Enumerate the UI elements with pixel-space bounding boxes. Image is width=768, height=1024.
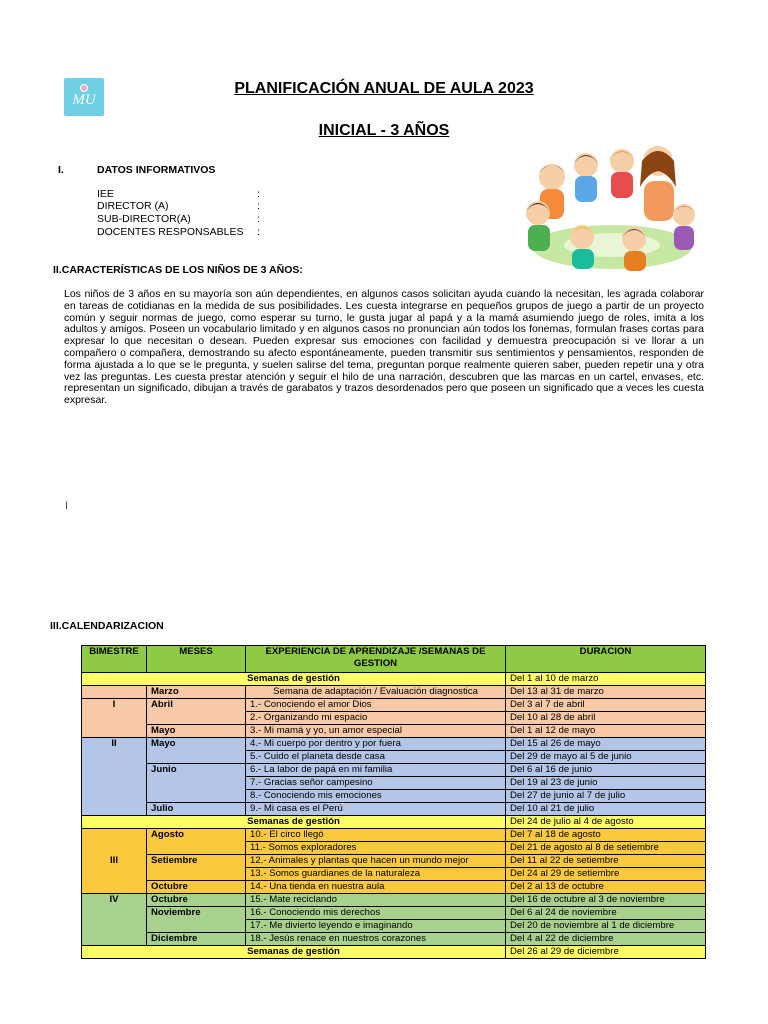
experience-cell: 7.- Gracias señor campesino (246, 777, 506, 790)
field-label-director: DIRECTOR (A) (97, 200, 169, 212)
text-cursor-mark: I (65, 500, 69, 512)
gestion-duration: Del 1 al 10 de marzo (506, 673, 706, 686)
header-bimestre: BIMESTRE (82, 646, 147, 673)
section1-number: I. (58, 164, 64, 176)
experience-cell: 16.- Conociendo mis derechos (246, 907, 506, 920)
gestion-label: Semanas de gestión (82, 673, 506, 686)
experience-cell: 2.- Organizando mi espacio (246, 712, 506, 725)
duration-cell: Del 7 al 18 de agosto (506, 829, 706, 842)
month-cell: Octubre (147, 894, 246, 907)
experience-cell: 5.- Cuido el planeta desde casa (246, 751, 506, 764)
experience-cell: 3.- Mi mamá y yo, un amor especial (246, 725, 506, 738)
month-cell: Mayo (147, 738, 246, 764)
duration-cell: Del 4 al 22 de diciembre (506, 933, 706, 946)
experience-cell: 4.- Mi cuerpo por dentro y por fuera (246, 738, 506, 751)
gestion-duration: Del 24 de julio al 4 de agosto (506, 816, 706, 829)
field-label-docentes: DOCENTES RESPONSABLES (97, 226, 244, 238)
duration-cell: Del 29 de mayo al 5 de junio (506, 751, 706, 764)
field-sep: : (257, 213, 260, 225)
table-header-row (82, 646, 706, 673)
experience-cell: 14.- Una tienda en nuestra aula (246, 881, 506, 894)
bimestre-cell (82, 686, 147, 699)
duration-cell: Del 27 de junio al 7 de julio (506, 790, 706, 803)
experience-cell: 17.- Me divierto leyendo e imaginando (246, 920, 506, 933)
experience-cell: 18.- Jesús renace en nuestros corazones (246, 933, 506, 946)
table-row (82, 894, 706, 907)
duration-cell: Del 16 de octubre al 3 de noviembre (506, 894, 706, 907)
month-cell: Julio (147, 803, 246, 816)
duration-cell: Del 21 de agosto al 8 de setiembre (506, 842, 706, 855)
duration-cell: Del 11 al 22 de setiembre (506, 855, 706, 868)
duration-cell: Del 6 al 24 de noviembre (506, 907, 706, 920)
duration-cell: Del 24 al 29 de setiembre (506, 868, 706, 881)
month-cell: Agosto (147, 829, 246, 855)
table-row (82, 946, 706, 959)
duration-cell: Del 20 de noviembre al 1 de diciembre (506, 920, 706, 933)
duration-cell: Del 10 al 28 de abril (506, 712, 706, 725)
month-cell: Noviembre (147, 907, 246, 933)
month-cell: Junio (147, 764, 246, 803)
month-cell: Setiembre (147, 855, 246, 881)
experience-cell: 15.- Mate reciclando (246, 894, 506, 907)
table-row (82, 803, 706, 816)
field-sep: : (257, 200, 260, 212)
table-row (82, 699, 706, 712)
duration-cell: Del 13 al 31 de marzo (506, 686, 706, 699)
bimestre-cell: IV (82, 894, 147, 946)
experience-cell: 8.- Conociendo mis emociones (246, 790, 506, 803)
duration-cell: Del 3 al 7 de abril (506, 699, 706, 712)
header-experiencia: EXPERIENCIA DE APRENDIZAJE /SEMANAS DE GESTION (246, 646, 506, 673)
experience-cell: 11.- Somos exploradores (246, 842, 506, 855)
table-row (82, 686, 706, 699)
logo-text: MU (72, 92, 96, 108)
gestion-label: Semanas de gestión (82, 946, 506, 959)
month-cell: Diciembre (147, 933, 246, 946)
gestion-duration: Del 26 al 29 de diciembre (506, 946, 706, 959)
duration-cell: Del 6 al 16 de junio (506, 764, 706, 777)
table-row (82, 764, 706, 777)
experience-cell: 12.- Animales y plantas que hacen un mundo mejor (246, 855, 506, 868)
table-row (82, 816, 706, 829)
field-label-subdirector: SUB-DIRECTOR(A) (97, 213, 191, 225)
page-subtitle: INICIAL - 3 AÑOS (318, 122, 450, 139)
table-row (82, 933, 706, 946)
field-label-iee: IEE (97, 188, 114, 200)
table-row (82, 855, 706, 868)
duration-cell: Del 15 al 26 de mayo (506, 738, 706, 751)
section3-heading: III.CALENDARIZACION (50, 620, 164, 632)
field-sep: : (257, 226, 260, 238)
experience-cell: 1.- Conociendo el amor Dios (246, 699, 506, 712)
month-cell: Octubre (147, 881, 246, 894)
duration-cell: Del 10 al 21 de julio (506, 803, 706, 816)
children-circle-illustration (512, 143, 704, 275)
table-row (82, 738, 706, 751)
header-meses: MESES (147, 646, 246, 673)
duration-cell: Del 2 al 13 de octubre (506, 881, 706, 894)
experience-cell: 10.- El circo llegó (246, 829, 506, 842)
bimestre-cell: I (82, 699, 147, 738)
month-cell: Mayo (147, 725, 246, 738)
table-row (82, 673, 706, 686)
calendar-table (81, 645, 706, 959)
table-row (82, 907, 706, 920)
month-cell: Marzo (147, 686, 246, 699)
field-sep: : (257, 188, 260, 200)
gestion-label: Semanas de gestión (82, 816, 506, 829)
month-cell: Abril (147, 699, 246, 725)
characteristics-paragraph: Los niños de 3 años en su mayoría son aún dependientes, en algunos casos solicitan ayuda cuando la necesitan, les agrada colaborar en tareas de cotidianas en la medida de sus posibilidades. Les cuesta integrarse en pequeños grupos de juego a partir de un proyecto común y seguir normas de juego, como esperar su turno, le gusta jugar al papá y a la mamá asumiendo juego de roles, imita a los adultos y amigos. Poseen un vocabulario limitado y en algunos casos no pronuncian aún todos los fonemas, formulan frases cortas para expresar lo que necesitan o desean. Pueden expresar sus emociones con facilidad y demuestra preocupación si ve llorar a un compañero o compañera, demostrando su afecto espontáneamente, pueden transmitir sus sentimientos y pensamientos, responden de forma ajustada a lo que se le pregunta, y suelen salirse del tema, preguntan porque realmente quieren saber, pueden repetir una y otra vez las preguntas. Les cuesta prestar atención y seguir el hilo de una narración, descubren que las marcas en un cartel, envases, etc. representan un significado, dibujan a través de garabatos y trazos desordenados pero que poseen un significado que a veces les cuesta expresar. (64, 288, 704, 407)
bimestre-cell: III (82, 829, 147, 894)
experience-cell: 13.- Somos guardianes de la naturaleza (246, 868, 506, 881)
experience-cell: 6.- La labor de papá en mi familia (246, 764, 506, 777)
bimestre-cell: II (82, 738, 147, 816)
table-row (82, 881, 706, 894)
duration-cell: Del 19 al 23 de junio (506, 777, 706, 790)
page-title: PLANIFICACIÓN ANUAL DE AULA 2023 (234, 80, 534, 97)
experience-cell: Semana de adaptación / Evaluación diagnostica (246, 686, 506, 699)
table-row (82, 725, 706, 738)
table-row (82, 829, 706, 842)
duration-cell: Del 1 al 12 de mayo (506, 725, 706, 738)
section2-heading: II.CARACTERÍSTICAS DE LOS NIÑOS DE 3 AÑOS: (53, 264, 303, 276)
experience-cell: 9.- Mi casa es el Perú (246, 803, 506, 816)
section1-heading: DATOS INFORMATIVOS (97, 164, 216, 176)
header-duracion: DURACION (506, 646, 706, 673)
